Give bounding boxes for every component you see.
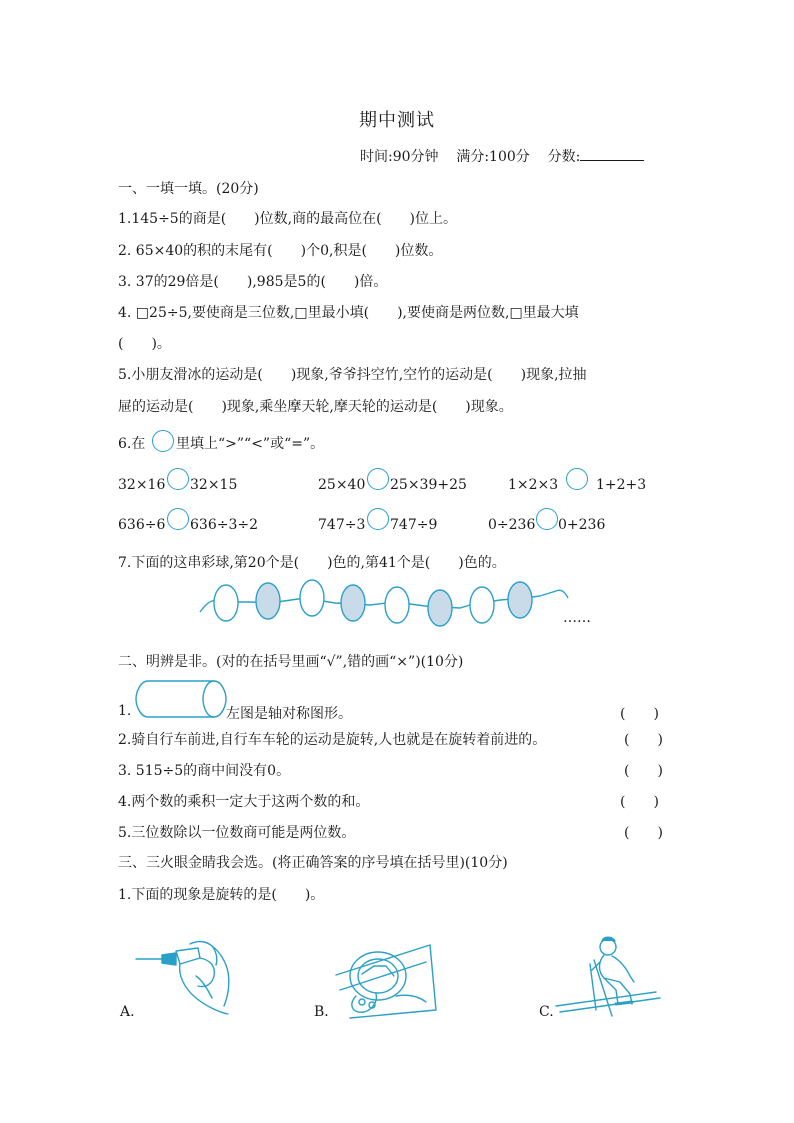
option-c-label[interactable]: C.: [539, 1004, 554, 1020]
question-1-5-line2: 屉的运动是( )现象,乘坐摩天轮,摩天轮的运动是( )现象。: [118, 399, 513, 415]
compare-left: 25×40: [318, 477, 366, 493]
compare-left: 1×2×3: [508, 477, 559, 493]
compare-left: 636÷6: [118, 517, 166, 533]
answer-paren[interactable]: ( ): [620, 794, 659, 810]
compare-right: 636÷3÷2: [190, 517, 258, 533]
compare-right: 747÷9: [390, 517, 438, 533]
option-a-label[interactable]: A.: [120, 1004, 135, 1020]
compare-right: 25×39+25: [390, 477, 467, 493]
section1-heading: 一、一填一填。(20分): [118, 181, 259, 197]
question-1-4-line2: ( )。: [118, 336, 171, 352]
question-1-6-suffix: 里填上“>”“<”或“=”。: [176, 436, 325, 452]
compare-right: 32×15: [190, 477, 238, 493]
compare-right: 0+236: [558, 517, 606, 533]
option-b-label[interactable]: B.: [314, 1004, 329, 1020]
judge-item-2-text: 2.骑自行车前进,自行车车轮的运动是旋转,人也就是在旋转着前进的。: [118, 732, 547, 748]
question-1-4-line1: 4. □25÷5,要使商是三位数,□里最小填( ),要使商是两位数,□里最大填: [118, 305, 579, 321]
compare-right: 1+2+3: [596, 477, 647, 493]
judge-item-5-text: 5.三位数除以一位数商可能是两位数。: [118, 825, 356, 841]
compare-left: 747÷3: [318, 517, 366, 533]
beads-ellipsis: ……: [563, 610, 591, 626]
question-1-3: 3. 37的29倍是( ),985是5的( )倍。: [118, 274, 388, 290]
time-info: 时间:90分钟: [360, 149, 439, 165]
compare-left: 32×16: [118, 477, 166, 493]
answer-paren[interactable]: ( ): [624, 732, 663, 748]
page-title: 期中测试: [359, 110, 435, 131]
section3-heading: 三、三火眼金睛我会选。(将正确答案的序号填在括号里)(10分): [118, 855, 508, 871]
question-1-7: 7.下面的这串彩球,第20个是( )色的,第41个是( )色的。: [118, 555, 506, 571]
judge-item-4-text: 4.两个数的乘积一定大于这两个数的和。: [118, 794, 370, 810]
judge-item-1-num: 1.: [118, 703, 132, 719]
full-score-info: 满分:100分: [456, 149, 530, 165]
score-label: 分数:: [547, 149, 581, 165]
judge-item-3-text: 3. 515÷5的商中间没有0。: [118, 763, 291, 779]
question-3-1: 1.下面的现象是旋转的是( )。: [118, 887, 325, 903]
answer-paren[interactable]: ( ): [624, 825, 663, 841]
question-1-5-line1: 5.小朋友滑冰的运动是( )现象,爷爷抖空竹,空竹的运动是( )现象,拉抽: [118, 367, 587, 383]
answer-paren[interactable]: ( ): [624, 763, 663, 779]
question-1-1: 1.145÷5的商是( )位数,商的最高位在( )位上。: [118, 211, 458, 227]
compare-left: 0÷236: [488, 517, 536, 533]
question-1-2: 2. 65×40的积的末尾有( )个0,积是( )位数。: [118, 243, 443, 259]
question-1-6-prefix: 6.在: [118, 436, 146, 452]
section2-heading: 二、明辨是非。(对的在括号里画“√”,错的画“×”)(10分): [118, 654, 464, 670]
answer-paren[interactable]: ( ): [620, 706, 659, 722]
judge-item-1-text: 左图是轴对称图形。: [226, 706, 352, 722]
